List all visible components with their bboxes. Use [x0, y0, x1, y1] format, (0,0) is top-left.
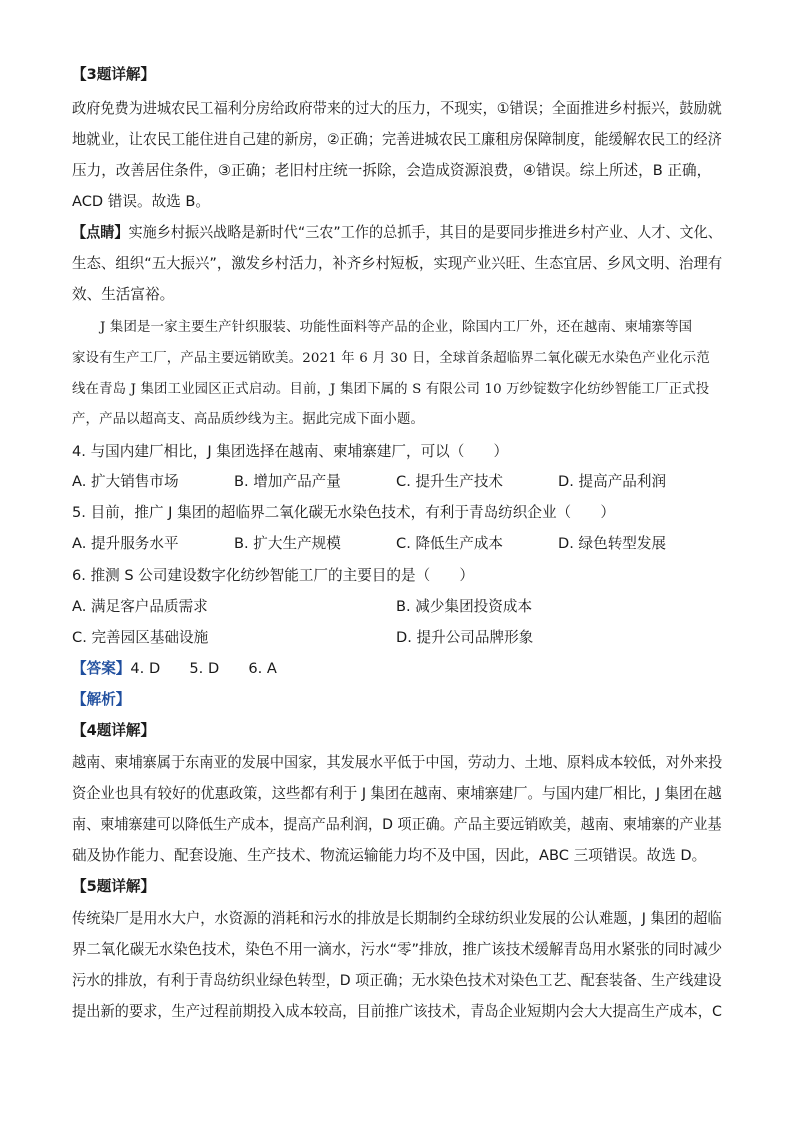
question-4-option-a: A. 扩大销售市场 — [72, 473, 179, 490]
question-5-option-b: B. 扩大生产规模 — [234, 535, 341, 552]
question-4-option-c: C. 提升生产技术 — [396, 473, 504, 490]
q3-detail-line: ACD 错误。故选 B。 — [72, 193, 211, 210]
question-4-stem: 4. 与国内建厂相比，J 集团选择在越南、柬埔寨建厂，可以（ ） — [72, 443, 509, 460]
q4-detail-heading: 【4题详解】 — [72, 722, 156, 739]
q4-detail-line: 南、柬埔寨建可以降低生产成本，提高产品利润，D 项正确。产品主要远销欧美，越南、柬埔寨的产业基 — [72, 816, 722, 833]
q5-detail-line: 污水的排放，有利于青岛纺织业绿色转型，D 项正确；无水染色技术对染色工艺、配套装备、生产线建设 — [72, 972, 722, 989]
q4-detail-line: 础及协作能力、配套设施、生产技术、物流运输能力均不及中国，因此，ABC 三项错误。故选 D。 — [72, 847, 707, 864]
dianjing-text: 实施乡村振兴战略是新时代“三农”工作的总抓手，其目的是要同步推进乡村产业、人才、文化、 — [128, 224, 722, 241]
analysis-label: 【解析】 — [72, 691, 131, 708]
answer-line — [72, 659, 277, 679]
q3-detail-heading: 【3题详解】 — [72, 66, 156, 83]
question-5-stem: 5. 目前，推广 J 集团的超临界二氧化碳无水染色技术，有利于青岛纺织企业（ ） — [72, 504, 615, 521]
q3-detail-line: 地就业，让农民工能住进自己建的新房，②正确；完善进城农民工廉租房保障制度，能缓解农民工的经济 — [72, 131, 722, 148]
question-6-option-a: A. 满足客户品质需求 — [72, 598, 208, 615]
answer-label: 【答案】 — [72, 660, 131, 677]
question-6-option-d: D. 提升公司品牌形象 — [396, 629, 534, 646]
passage-line: 产，产品以超高支、高品质纱线为主。据此完成下面小题。 — [72, 412, 425, 427]
question-6-option-b: B. 减少集团投资成本 — [396, 598, 533, 615]
dianjing-label: 【点睛】 — [72, 224, 129, 241]
q5-detail-line: 界二氧化碳无水染色技术，染色不用一滴水，污水“零”排放，推广该技术缓解青岛用水紧张的同时减少 — [72, 941, 723, 958]
question-6-stem: 6. 推测 S 公司建设数字化纺纱智能工厂的主要目的是（ ） — [72, 567, 474, 584]
question-5-option-d: D. 绿色转型发展 — [558, 535, 667, 552]
question-4-option-d: D. 提高产品利润 — [558, 473, 667, 490]
question-4-option-b: B. 增加产品产量 — [234, 473, 341, 490]
dianjing-line-first — [72, 223, 722, 243]
q4-detail-line: 越南、柬埔寨属于东南亚的发展中国家，其发展水平低于中国，劳动力、土地、原料成本较低，对外来投 — [72, 754, 723, 771]
q5-detail-heading: 【5题详解】 — [72, 878, 156, 895]
passage-line: 家设有生产工厂，产品主要远销欧美。2021 年 6 月 30 日，全球首条超临界二氧化碳无水染色产业化示范 — [72, 351, 710, 366]
q3-detail-line: 政府免费为进城农民工福利分房给政府带来的过大的压力，不现实，①错误；全面推进乡村振兴，鼓励就 — [72, 100, 722, 117]
passage-line: 线在青岛 J 集团工业园区正式启动。目前，J 集团下属的 S 有限公司 10 万纱锭数字化纺纱智能工厂正式投 — [72, 382, 710, 397]
q5-detail-line: 提出新的要求，生产过程前期投入成本较高，目前推广该技术，青岛企业短期内会大大提高生产成本，C — [72, 1003, 722, 1020]
q4-detail-line: 资企业也具有较好的优惠政策，这些都有利于 J 集团在越南、柬埔寨建厂。与国内建厂相比，J 集团在越 — [72, 785, 722, 802]
question-6-option-c: C. 完善园区基础设施 — [72, 629, 209, 646]
answer-text: 4. D 5. D 6. A — [130, 660, 277, 677]
q5-detail-line: 传统染厂是用水大户，水资源的消耗和污水的排放是长期制约全球纺织业发展的公认难题，J 集团的超临 — [72, 910, 722, 927]
dianjing-line: 效、生活富裕。 — [72, 286, 175, 303]
passage-line: J 集团是一家主要生产针织服装、功能性面料等产品的企业，除国内工厂外，还在越南、柬埔寨等国 — [100, 320, 693, 335]
question-5-option-c: C. 降低生产成本 — [396, 535, 504, 552]
question-5-option-a: A. 提升服务水平 — [72, 535, 179, 552]
dianjing-line: 生态、组织“五大振兴”，激发乡村活力，补齐乡村短板，实现产业兴旺、生态宜居、乡风文明、治理有 — [72, 255, 723, 272]
q3-detail-line: 压力，改善居住条件，③正确；老旧村庄统一拆除，会造成资源浪费，④错误。综上所述，B 正确， — [72, 162, 712, 179]
